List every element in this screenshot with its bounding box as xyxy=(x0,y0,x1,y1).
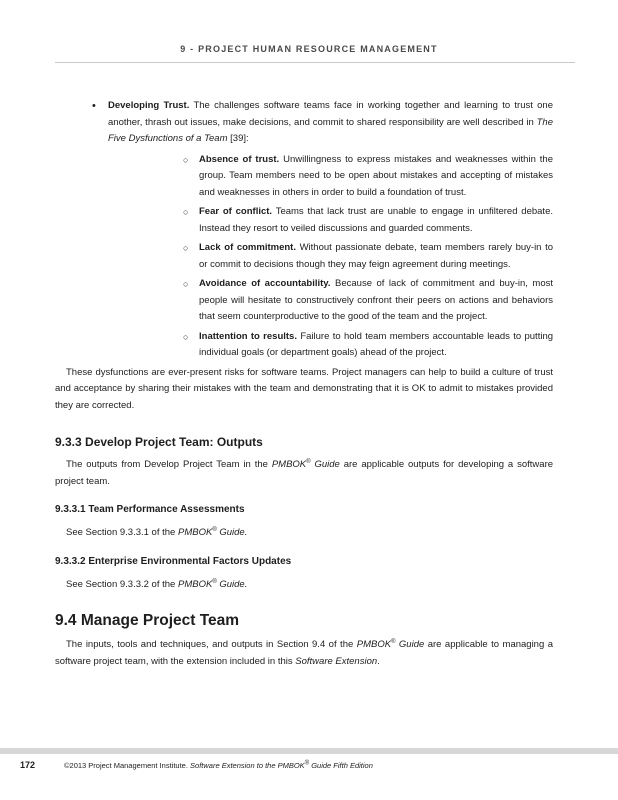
book-title: The Five Dysfunctions of a Team xyxy=(108,116,553,144)
bullet-lead: Developing Trust. xyxy=(108,100,190,111)
sub-bullet-lack-of-commitment xyxy=(108,240,553,273)
sub-bullet-inattention-to-results xyxy=(108,329,553,362)
sub-bullet-avoidance-of-accountability xyxy=(108,276,553,326)
sub-bullet-fear-of-conflict xyxy=(108,204,553,237)
header-divider xyxy=(55,62,575,63)
text: See Section 9.3.3.1 of the xyxy=(66,527,176,538)
pmbok-title: PMBOK® Guide xyxy=(271,458,340,470)
text: See Section 9.3.3.2 of the xyxy=(66,578,176,590)
section-9-3-3-1-paragraph xyxy=(55,525,553,542)
dysfunctions-paragraph: These dysfunctions are ever-present risks for software teams. Project managers can help to build a culture of trust and acceptance by sharing their mistakes with the team and demonstrating that it is OK to admit to mistakes provided they are corrected. xyxy=(55,366,553,411)
text: are applicable outputs for developing a software project team. xyxy=(55,459,554,487)
section-9-3-3-heading: 9.3.3 Develop Project Team: Outputs xyxy=(55,435,263,449)
section-9-3-3-paragraph xyxy=(55,457,553,490)
citation: [39]: xyxy=(230,133,249,144)
software-extension-title: Software Extension xyxy=(295,655,378,667)
bullet-developing-trust xyxy=(55,98,553,362)
section-9-4-paragraph xyxy=(55,637,553,670)
sub-bullet-lead: Avoidance of accountability. xyxy=(199,278,331,289)
sub-bullet-lead: Lack of commitment. xyxy=(199,242,296,253)
footer-book-title: Software Extension to the PMBOK® Guide Fifth Edition xyxy=(190,760,373,770)
pmbok-title: PMBOK® Guide. xyxy=(177,578,248,590)
pmbok-title: PMBOK® Guide. xyxy=(177,526,248,538)
text: The inputs, tools and techniques, and outputs in Section 9.4 of the xyxy=(66,639,354,650)
sub-bullet-text: Because of lack of commitment and buy-in, most people will hesitate to constructively confront their peers on actions and behaviors that seem counterproductive to the good of the team and the project. xyxy=(199,278,553,322)
footer-copyright xyxy=(64,761,373,770)
text: . xyxy=(377,655,380,667)
sub-bullet-lead: Fear of conflict. xyxy=(199,206,273,217)
sub-bullet-text: Teams that lack trust are unable to engage in unfiltered debate. Instead they resort to veiled discussions and guarded comments. xyxy=(199,206,553,234)
page-number: 172 xyxy=(20,760,36,770)
section-9-3-3-1-heading: 9.3.3.1 Team Performance Assessments xyxy=(55,504,245,515)
pmbok-title: PMBOK® Guide xyxy=(356,638,425,650)
section-9-3-3-2-paragraph xyxy=(55,577,553,594)
text: The outputs from Develop Project Team in the xyxy=(66,459,268,470)
sub-bullet-text: Without passionate debate, team members rarely buy-in to or commit to decisions though they may feign agreement during meetings. xyxy=(199,242,553,270)
sub-bullet-absence-of-trust xyxy=(108,152,553,202)
sub-bullet-text: Unwillingness to express mistakes and weaknesses within the group. Team members need to be open about mistakes and accepting of mistakes and weaknesses in others in order to build a foundation of trust. xyxy=(199,153,553,198)
copyright-text: ©2013 Project Management Institute. xyxy=(64,761,188,770)
bullet-text: The challenges software teams face in working together and learning to trust one another, thrash out issues, make decisions, and commit to shared responsibility are well described in xyxy=(108,100,553,128)
sub-bullet-text: Failure to hold team members accountable leads to putting individual goals (or department goals) ahead of the project. xyxy=(199,330,554,358)
text: are applicable to managing a software project team, with the extension included in this xyxy=(55,639,553,667)
bullet-list xyxy=(55,98,553,362)
sub-bullet-lead: Inattention to results. xyxy=(199,330,297,342)
footer-bar xyxy=(0,748,618,754)
page-body xyxy=(55,98,553,670)
section-9-3-3-2-heading: 9.3.3.2 Enterprise Environmental Factors Updates xyxy=(55,555,292,567)
sub-bullet-lead: Absence of trust. xyxy=(199,153,280,165)
sub-bullet-list xyxy=(108,152,553,362)
section-9-4-heading: 9.4 Manage Project Team xyxy=(55,612,240,629)
running-header: 9 - PROJECT HUMAN RESOURCE MANAGEMENT xyxy=(180,44,438,54)
